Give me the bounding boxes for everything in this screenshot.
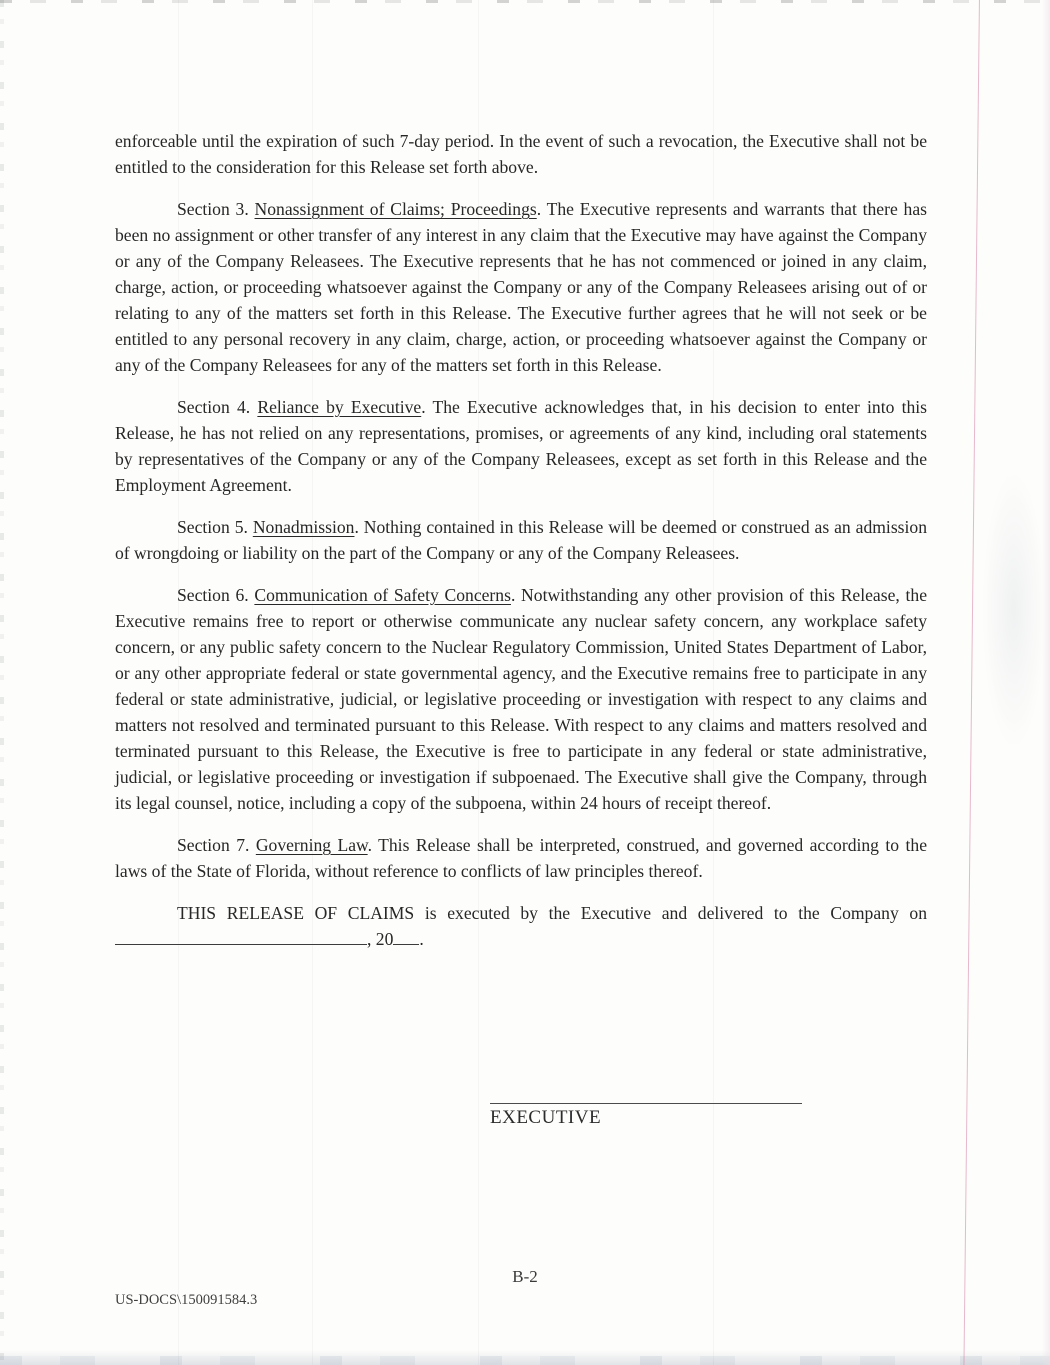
signature-label: EXECUTIVE [490,1107,602,1128]
section-6-communication-of-safety-concerns [115,582,927,816]
text-run: . Nothing contained in this Release will be deemed or construed as an admission of wrongdoing or liability on the part of the Company or any of the Company Releasees. [115,517,927,563]
text-run: THIS RELEASE OF CLAIMS is executed by the Executive and delivered to the Company on [177,903,927,923]
section-4-reliance [115,394,927,498]
text-run: , 20 [367,929,394,949]
section-heading: Reliance by Executive [257,397,422,417]
footer-doc-id: US-DOCS\150091584.3 [115,1292,258,1308]
section-7-governing-law [115,832,927,884]
signature-line [490,1103,802,1104]
text-run: . Notwithstanding any other provision of this Release, the Executive remains free to report or otherwise communicate any nuclear safety concern, any workplace safety concern, or any public safety concern to the Nuclear Regulatory Commission, United States Department of Labor, or any other appropriate federal or state governmental agency, and the Executive remains free to participate in any federal or state administrative, judicial, or legislative proceeding or investigation with respect to any claims and matters not resolved and terminated pursuant to this Release. With respect to any claims and matters resolved and terminated pursuant to this Release, the Executive is free to participate in any federal or state administrative, judicial, or legislative proceeding or investigation if subpoenaed. The Executive shall give the Company, through its legal counsel, notice, including a copy of the subpoena, within 24 hours of receipt thereof. [115,585,928,813]
text-run: Section 6. [177,585,255,605]
fill-in-blank [115,927,367,945]
text-run: Section 5. [177,517,253,537]
text-run: Section 3. [177,199,255,219]
scan-smudge-artifact [982,470,1046,750]
text-run: Section 4. [177,397,258,417]
section-5-nonadmission [115,514,927,566]
text-run: Section 7. [177,835,256,855]
text-run: . This Release shall be interpreted, construed, and governed according to the laws of the State of Florida, without reference to conflicts of law principles thereof. [115,835,928,881]
section-heading: Communication of Safety Concerns [254,585,511,605]
continuation-paragraph [115,128,927,180]
section-heading: Nonadmission [252,517,355,537]
section-heading: Governing Law [255,835,368,855]
scan-bottom-edge-artifact [0,1350,1050,1365]
execution-clause [115,900,927,952]
scan-left-edge-artifact [0,0,4,1365]
text-run: . The Executive represents and warrants that there has been no assignment or other transfer of any interest in any claim that the Executive may have against the Company or any of the Company Releasees. The Executive represents that he has not commenced or joined in any claim, charge, action, or proceeding whatsoever against the Company or any of the Company Releasees arising out of or relating to any of the matters set forth in this Release. The Executive further agrees that he will not seek or be entitled to any personal recovery in any claim, charge, action, or proceeding whatsoever against the Company or any of the Company Releasees for any of the matters set forth in this Release. [115,199,928,375]
scan-right-edge-tint [1042,0,1050,1365]
section-3-nonassignment [115,196,927,378]
scan-pink-line-artifact [963,0,980,1365]
text-run: enforceable until the expiration of such 7-day period. In the event of such a revocation, the Executive shall not be entitled to the consideration for this Release set forth above. [115,131,927,177]
text-run: . [419,929,424,949]
signature-block [490,1103,802,1129]
fill-in-blank [393,927,419,945]
page-number: B-2 [512,1267,538,1286]
text-run: . The Executive acknowledges that, in his decision to enter into this Release, he has not relied on any representations, promises, or agreements of any kind, including oral statements by representatives of the Company or any of the Company Releasees, except as set forth in this Release and the Employment Agreement. [115,397,927,495]
section-heading: Nonassignment of Claims; Proceedings [254,199,537,219]
document-body [115,128,927,968]
scan-top-edge-artifact [0,0,1050,3]
scan-bottom-noise-artifact [0,1356,1050,1365]
